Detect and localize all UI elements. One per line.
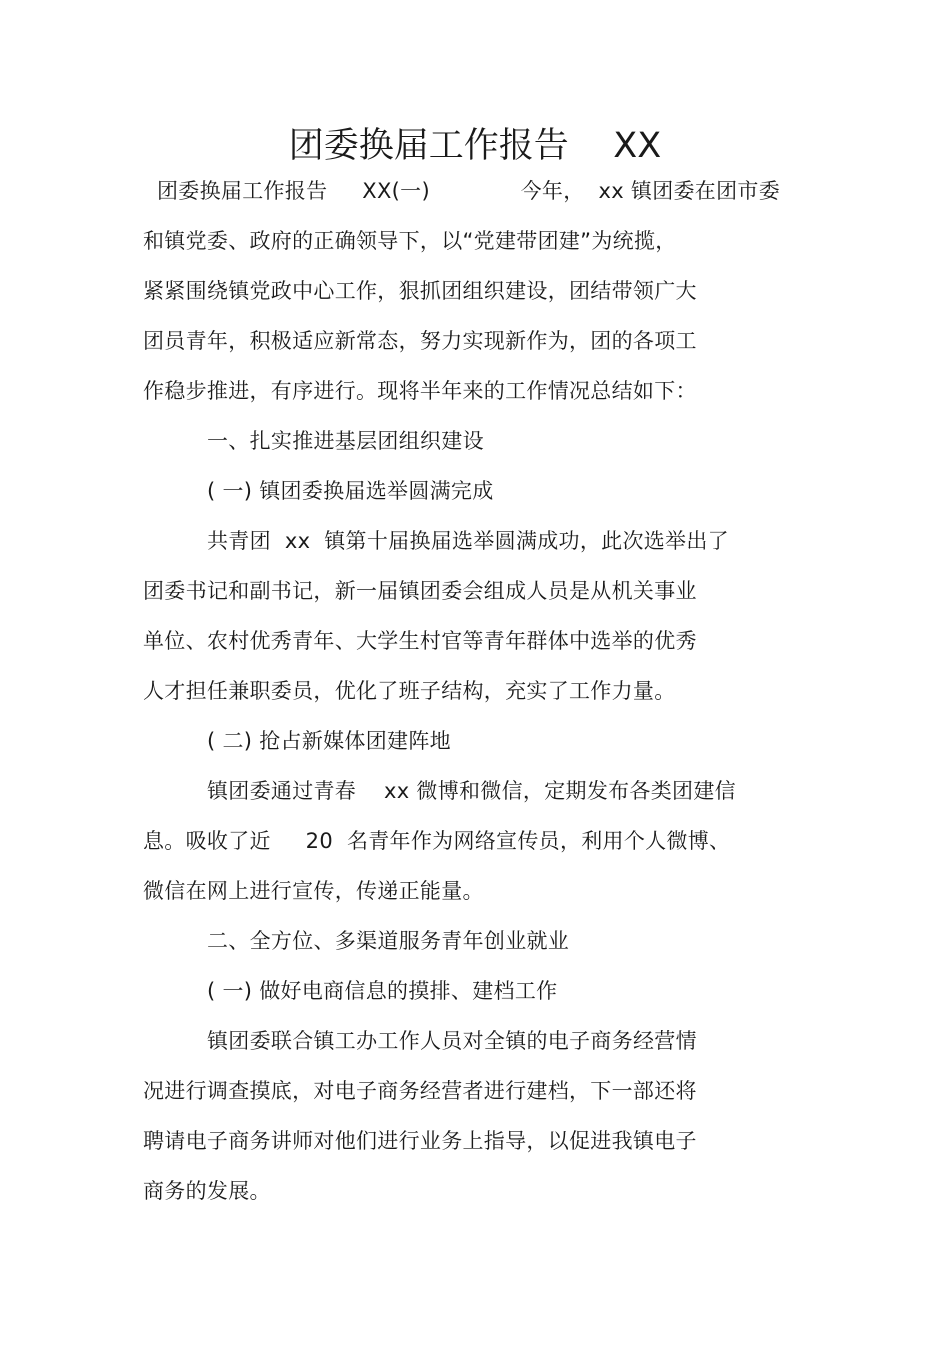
subsection-heading-1-2: ( 二) 抢占新媒体团建阵地 [207,729,451,753]
subsection-heading-1-1: ( 一) 镇团委换届选举圆满完成 [207,479,494,503]
document-title: 团委换届工作报告 XX [288,126,662,166]
paragraph-line-3: 紧紧围绕镇党政中心工作，狠抓团组织建设，团结带领广大 [143,279,697,303]
paragraph-line-2: 和镇党委、政府的正确领导下，以“党建带团建”为统揽， [143,229,677,253]
paragraph-line-5: 作稳步推进，有序进行。现将半年来的工作情况总结如下： [143,379,697,403]
paragraph-line-14: 况进行调查摸底，对电子商务经营者进行建档，下一部还将 [143,1079,697,1103]
paragraph-line-4: 团员青年，积极适应新常态，努力实现新作为，团的各项工 [143,329,697,353]
paragraph-line-8: 单位、农村优秀青年、大学生村官等青年群体中选举的优秀 [143,629,697,653]
paragraph-line-1: 团委换届工作报告 XX(一) 今年， xx 镇团委在团市委 [157,179,780,203]
paragraph-line-11: 息。吸收了近 20 名青年作为网络宣传员，利用个人微博、 [143,829,731,853]
paragraph-line-13: 镇团委联合镇工办工作人员对全镇的电子商务经营情 [207,1029,697,1053]
subsection-heading-2-1: ( 一) 做好电商信息的摸排、建档工作 [207,979,558,1003]
paragraph-line-9: 人才担任兼职委员，优化了班子结构，充实了工作力量。 [143,679,676,703]
paragraph-line-10: 镇团委通过青春 xx 微博和微信，定期发布各类团建信 [207,779,736,803]
paragraph-line-15: 聘请电子商务讲师对他们进行业务上指导，以促进我镇电子 [143,1129,697,1153]
paragraph-line-7: 团委书记和副书记，新一届镇团委会组成人员是从机关事业 [143,579,697,603]
paragraph-line-16: 商务的发展。 [143,1179,271,1203]
paragraph-line-6: 共青团 xx 镇第十届换届选举圆满成功，此次选举出了 [207,529,729,553]
section-heading-1: 一、扎实推进基层团组织建设 [207,429,484,453]
section-heading-2: 二、全方位、多渠道服务青年创业就业 [207,929,570,953]
paragraph-line-12: 微信在网上进行宣传，传递正能量。 [143,879,484,903]
